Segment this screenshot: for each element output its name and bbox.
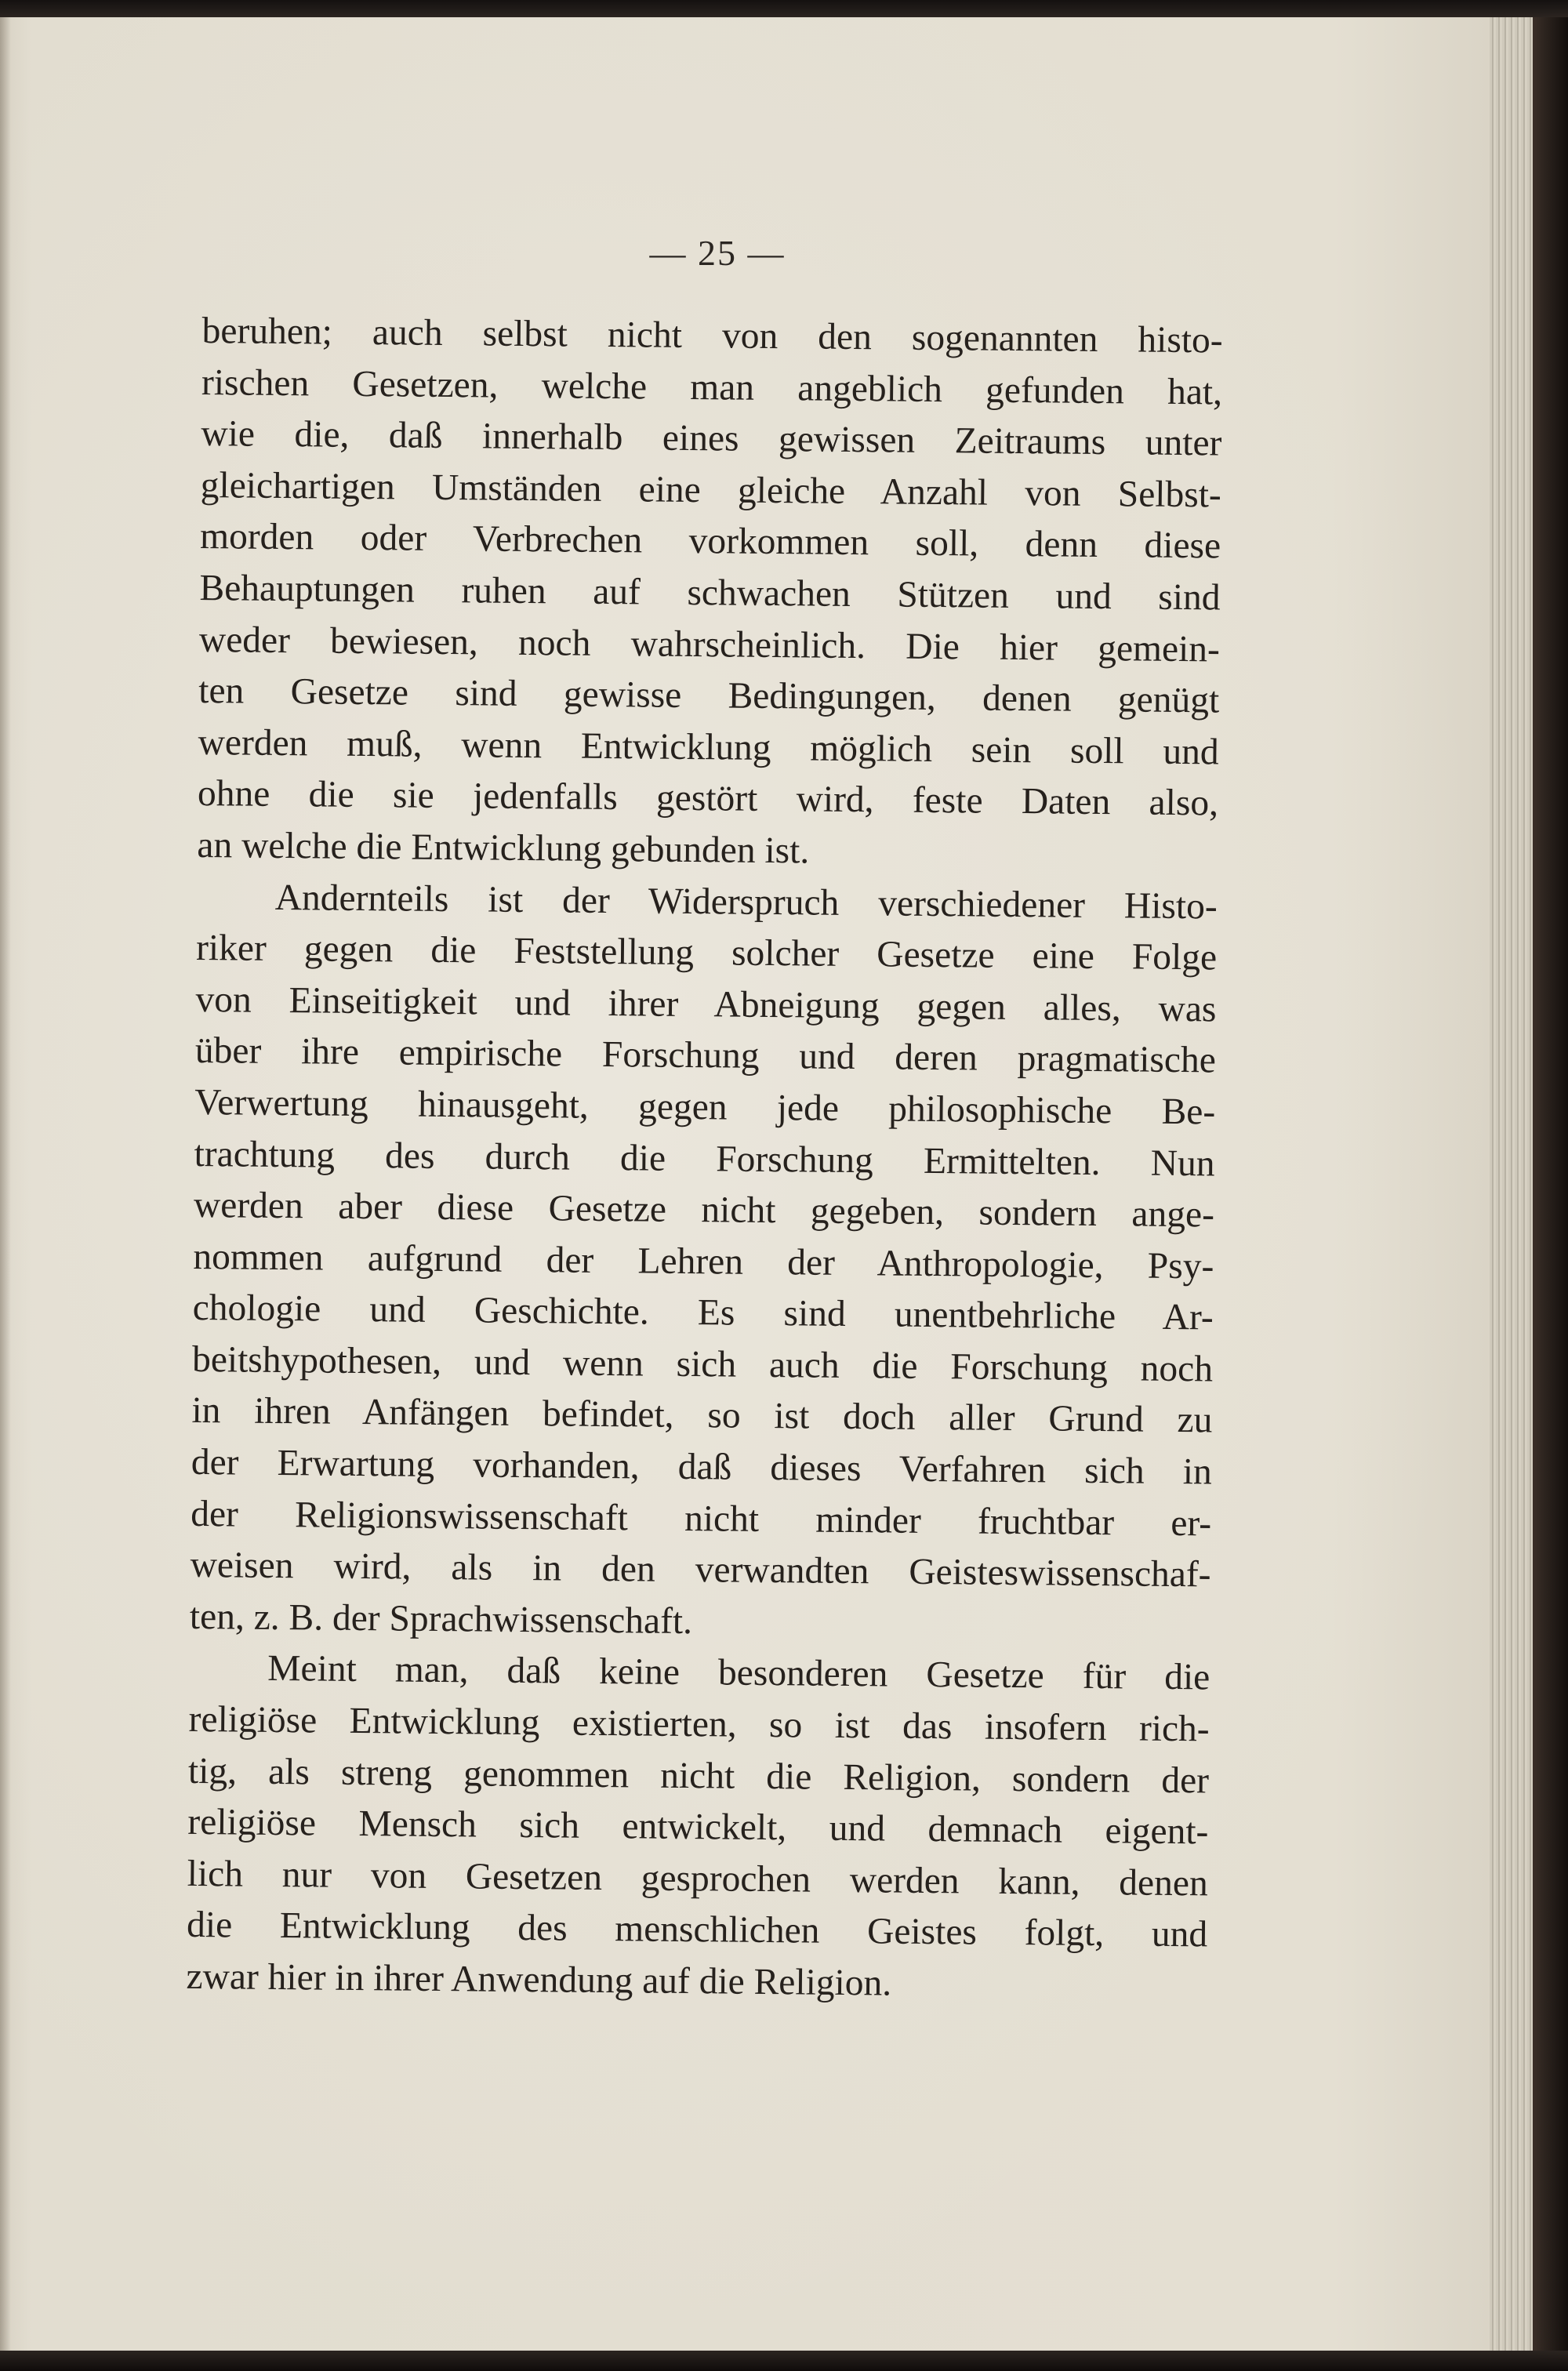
text-line: Andernteils ist der Widerspruch verschiedener Histo-: [274, 877, 1218, 927]
text-line: werden muß, wenn Entwicklung möglich sein soll und: [198, 721, 1219, 773]
text-line: trachtung des durch die Forschung Ermittelten. Nun: [194, 1133, 1215, 1184]
text-line: über ihre empirische Forschung und deren pragmatische: [194, 1030, 1217, 1081]
scan-bottom-border: [0, 2351, 1568, 2371]
text-line: weisen wird, als in den verwandten Geisteswissenschaf-: [190, 1545, 1211, 1596]
text-line: beruhen; auch selbst nicht von den sogenannten histo-: [201, 310, 1223, 361]
text-line: zwar hier in ihrer Anwendung auf die Religion.: [186, 1955, 892, 2004]
text-line: Behauptungen ruhen auf schwachen Stützen und sind: [199, 567, 1221, 619]
paragraph-3: [186, 1643, 1210, 2013]
text-line: morden oder Verbrechen vorkommen soll, denn diese: [199, 516, 1221, 567]
text-line: die Entwicklung des menschlichen Geistes folgt, und: [186, 1904, 1208, 1955]
text-line: werden aber diese Gesetze nicht gegeben, sondern ange-: [193, 1185, 1215, 1236]
text-line: Verwertung hinausgeht, gegen jede philosophische Be-: [194, 1081, 1216, 1133]
text-line: lich nur von Gesetzen gesprochen werden kann, denen: [187, 1853, 1208, 1904]
text-line: tig, als streng genommen nicht die Religion, sondern der: [187, 1750, 1210, 1802]
text-line: von Einseitigkeit und ihrer Abneigung gegen alles, was: [195, 979, 1217, 1030]
text-line: nommen aufgrund der Lehren der Anthropologie, Psy-: [193, 1236, 1214, 1287]
text-line: weder bewiesen, noch wahrscheinlich. Die hier gemein-: [198, 619, 1221, 670]
text-line: ohne die sie jedenfalls gestört wird, feste Daten also,: [197, 773, 1219, 824]
text-line: in ihren Anfängen befindet, so ist doch aller Grund zu: [191, 1390, 1213, 1441]
text-line: religiöse Mensch sich entwickelt, und demnach eigent-: [187, 1802, 1209, 1853]
text-line: chologie und Geschichte. Es sind unentbehrliche Ar-: [192, 1287, 1214, 1338]
scan-top-border: [0, 0, 1568, 17]
text-line: ten, z. B. der Sprachwissenschaft.: [189, 1596, 693, 1642]
text-line: religiöse Entwicklung existierten, so ist das insofern rich-: [188, 1698, 1210, 1750]
book-binding: [1533, 0, 1568, 2371]
text-line: ten Gesetze sind gewisse Bedingungen, denen genügt: [198, 670, 1220, 721]
text-line: der Religionswissenschaft nicht minder fruchtbar er-: [190, 1493, 1212, 1545]
page-number: — 25 —: [649, 233, 786, 273]
text-line: an welche die Entwicklung gebunden ist.: [197, 824, 810, 872]
text-line: beitshypothesen, und wenn sich auch die Forschung noch: [191, 1338, 1214, 1390]
text-line: riker gegen die Feststellung solcher Gesetze eine Folge: [195, 928, 1218, 979]
text-line: rischen Gesetzen, welche man angeblich gefunden hat,: [201, 361, 1223, 413]
paragraph-2: [190, 871, 1218, 1652]
text-line: gleichartigen Umständen eine gleiche Anzahl von Selbst-: [200, 464, 1221, 516]
text-line: der Erwartung vorhanden, daß dieses Verfahren sich in: [191, 1441, 1213, 1493]
text-line: wie die, daß innerhalb eines gewissen Zeitraums unter: [201, 413, 1222, 464]
paragraph-1: [197, 306, 1223, 881]
text-line: Meint man, daß keine besonderen Gesetze für die: [267, 1648, 1210, 1698]
body-text: [186, 306, 1223, 2013]
page-gutter-shadow: [0, 0, 11, 2371]
